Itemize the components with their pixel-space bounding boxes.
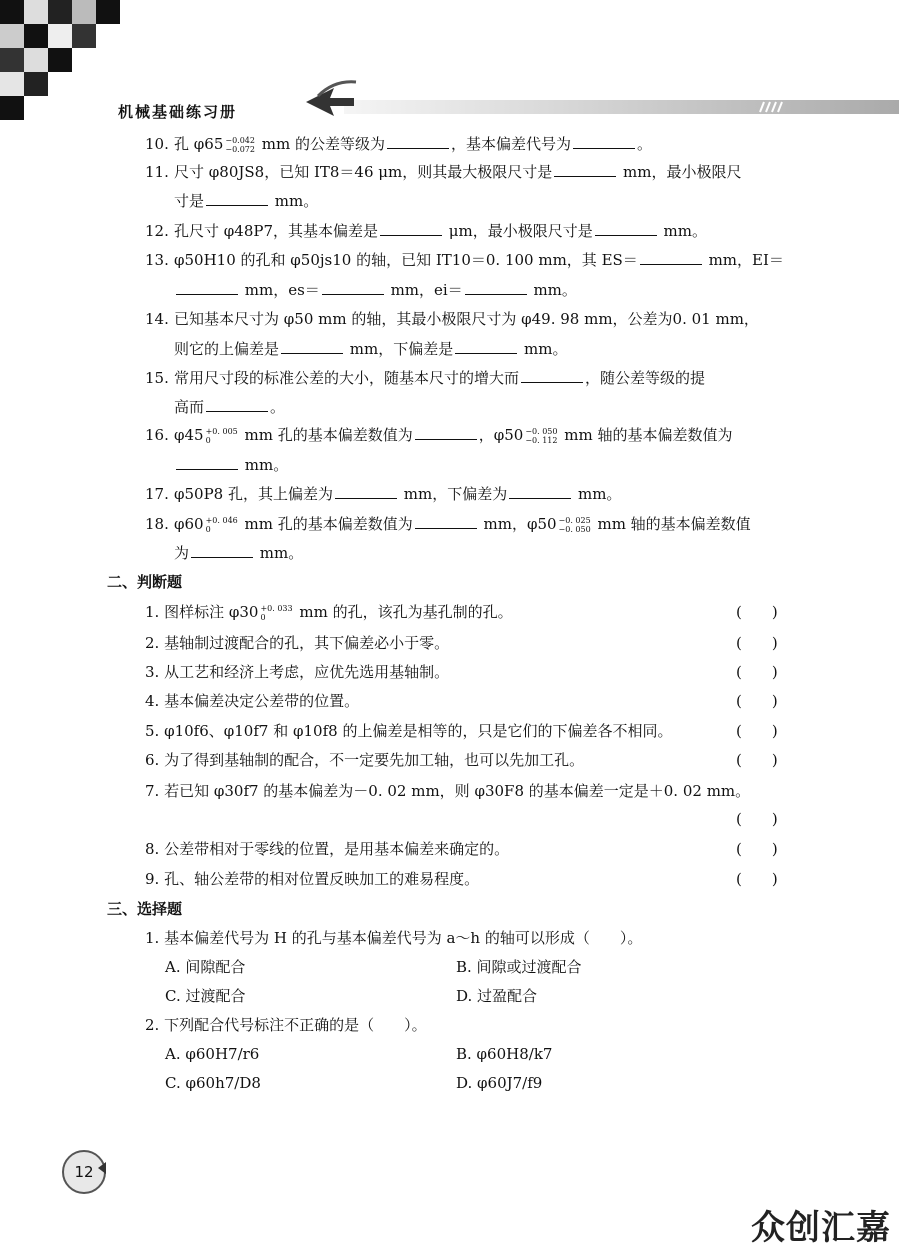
judgement-item <box>145 749 584 771</box>
answer-blank[interactable] <box>206 190 268 206</box>
answer-blank[interactable] <box>415 424 477 440</box>
choice-option[interactable]: D. 过盈配合 <box>456 987 538 1005</box>
tolerance-value: +0. 046 0 <box>205 516 238 534</box>
question-number: 18. <box>145 515 169 533</box>
header-checker-decoration <box>0 0 120 118</box>
tolerance-value: −0. 050 −0. 112 <box>525 427 558 445</box>
answer-parentheses[interactable]: ( ) <box>736 692 778 710</box>
page-arrow-icon <box>98 1162 106 1174</box>
choice-question-stem: 2. 下列配合代号标注不正确的是（ ）。 <box>145 1016 427 1034</box>
answer-blank[interactable] <box>640 249 702 265</box>
text-fragment: mm。 <box>519 340 568 358</box>
judgement-text: 4. 基本偏差决定公差带的位置。 <box>145 692 360 710</box>
text-fragment: mm。 <box>240 456 289 474</box>
answer-parentheses[interactable]: ( ) <box>736 751 778 769</box>
question-text <box>174 483 621 505</box>
text-fragment: mm。 <box>573 485 622 503</box>
judgement-item <box>145 661 449 683</box>
text-fragment: mm，EI＝ <box>703 251 784 269</box>
judgement-item <box>145 601 513 623</box>
text-fragment: mm 孔的基本偏差数值为 <box>239 426 413 444</box>
text-fragment: φ50H10 的孔和 φ50js10 的轴，已知 IT10＝0. 100 mm，其 ES＝ <box>174 251 638 269</box>
text-fragment: mm，es＝ <box>240 281 320 299</box>
page-number: 12 <box>62 1150 106 1194</box>
text-fragment: 。 <box>636 135 652 153</box>
text-fragment: mm。 <box>658 222 707 240</box>
text-fragment: mm。 <box>528 281 577 299</box>
text-fragment: mm。 <box>255 544 304 562</box>
judgement-text: 8. 公差带相对于零线的位置，是用基本偏差来确定的。 <box>145 840 510 858</box>
judgement-text: 6. 为了得到基轴制的配合，不一定要先加工轴，也可以先加工孔。 <box>145 751 585 769</box>
answer-blank[interactable] <box>335 483 397 499</box>
text-fragment: φ45 <box>174 426 204 444</box>
header-banner-decoration <box>304 78 899 128</box>
answer-blank[interactable] <box>387 133 449 149</box>
answer-parentheses[interactable]: ( ) <box>736 634 778 652</box>
judgement-text: 2. 基轴制过渡配合的孔，其下偏差必小于零。 <box>145 634 450 652</box>
text-fragment: 孔尺寸 φ48P7，其基本偏差是 <box>174 222 378 240</box>
judgement-item <box>145 868 479 890</box>
text-fragment: mm，ei＝ <box>385 281 463 299</box>
choice-option[interactable]: B. φ60H8/k7 <box>456 1045 553 1063</box>
text-fragment: mm，下偏差是 <box>345 340 454 358</box>
judgement-text: 1. 图样标注 φ30 <box>145 603 259 621</box>
question-number: 11. <box>145 163 169 181</box>
question-number: 17. <box>145 485 169 503</box>
text-fragment: 已知基本尺寸为 φ50 mm 的轴，其最小极限尺寸为 φ49. 98 mm，公差为0. 01 mm， <box>174 310 759 328</box>
answer-blank[interactable] <box>380 220 442 236</box>
answer-blank[interactable] <box>521 367 583 383</box>
question-text <box>174 279 577 301</box>
question-text <box>174 513 751 535</box>
judgement-item <box>145 690 359 712</box>
choice-option[interactable]: A. 间隙配合 <box>165 958 246 976</box>
answer-parentheses[interactable]: ( ) <box>736 840 778 858</box>
question-text <box>174 454 288 476</box>
answer-blank[interactable] <box>415 513 477 529</box>
answer-blank[interactable] <box>176 279 238 295</box>
answer-parentheses[interactable]: ( ) <box>736 870 778 888</box>
answer-blank[interactable] <box>465 279 527 295</box>
text-fragment: 尺寸 φ80JS8，已知 IT8＝46 μm，则其最大极限尺寸是 <box>174 163 553 181</box>
question-text <box>174 190 318 212</box>
choice-option[interactable]: A. φ60H7/r6 <box>165 1045 260 1063</box>
book-title: 机械基础练习册 <box>118 103 238 121</box>
question-number: 14. <box>145 310 169 328</box>
judgement-text: 7. 若已知 φ30f7 的基本偏差为－0. 02 mm，则 φ30F8 的基本偏差一定是＋0. 02 mm。 <box>145 782 751 800</box>
tolerance-value: +0. 033 0 <box>260 604 293 622</box>
answer-blank[interactable] <box>322 279 384 295</box>
question-text <box>174 308 759 330</box>
question-number: 10. <box>145 135 169 153</box>
choice-option[interactable]: D. φ60J7/f9 <box>456 1074 543 1092</box>
question-number: 13. <box>145 251 169 269</box>
section-title-choice: 三、选择题 <box>107 900 183 918</box>
judgement-text: mm 的孔，该孔为基孔制的孔。 <box>294 603 513 621</box>
answer-parentheses[interactable]: ( ) <box>736 810 778 828</box>
judgement-item <box>145 720 672 742</box>
answer-blank[interactable] <box>509 483 571 499</box>
question-text <box>174 133 652 155</box>
judgement-item <box>145 838 509 860</box>
text-fragment: mm。 <box>270 192 319 210</box>
text-fragment: mm 轴的基本偏差数值为 <box>559 426 733 444</box>
judgement-text: 3. 从工艺和经济上考虑，应优先选用基轴制。 <box>145 663 450 681</box>
text-fragment: mm，φ50 <box>478 515 557 533</box>
judgement-item <box>145 632 449 654</box>
text-fragment: 为 <box>174 544 190 562</box>
answer-parentheses[interactable]: ( ) <box>736 663 778 681</box>
judgement-item <box>145 780 750 802</box>
text-fragment: 。 <box>270 398 286 416</box>
text-fragment: μm，最小极限尺寸是 <box>444 222 593 240</box>
choice-option[interactable]: C. 过渡配合 <box>165 987 246 1005</box>
text-fragment: 高而 <box>174 398 205 416</box>
question-text <box>174 249 784 271</box>
text-fragment: ，基本偏差代号为 <box>450 135 571 153</box>
text-fragment: mm 孔的基本偏差数值为 <box>239 515 413 533</box>
answer-blank[interactable] <box>573 133 635 149</box>
question-text <box>174 220 707 242</box>
text-fragment: mm，下偏差为 <box>399 485 508 503</box>
question-text <box>174 161 741 183</box>
choice-option[interactable]: B. 间隙或过渡配合 <box>456 958 582 976</box>
answer-parentheses[interactable]: ( ) <box>736 603 778 621</box>
answer-blank[interactable] <box>595 220 657 236</box>
question-text <box>174 338 567 360</box>
text-fragment: mm，最小极限尺 <box>618 163 742 181</box>
question-text <box>174 367 705 389</box>
text-fragment: mm 的公差等级为 <box>256 135 385 153</box>
text-fragment: ，φ50 <box>478 426 524 444</box>
question-number: 16. <box>145 426 169 444</box>
section-title-judgement: 二、判断题 <box>107 573 183 591</box>
judgement-text: 9. 孔、轴公差带的相对位置反映加工的难易程度。 <box>145 870 480 888</box>
choice-option[interactable]: C. φ60h7/D8 <box>165 1074 261 1092</box>
tolerance-value: −0.042 −0.072 <box>225 136 255 154</box>
text-fragment: ，随公差等级的提 <box>585 369 706 387</box>
text-fragment: φ60 <box>174 515 204 533</box>
text-fragment: 孔 φ65 <box>174 135 224 153</box>
text-fragment: 寸是 <box>174 192 205 210</box>
text-fragment: mm 轴的基本偏差数值 <box>592 515 751 533</box>
text-fragment: 常用尺寸段的标准公差的大小，随基本尺寸的增大而 <box>174 369 520 387</box>
judgement-text: 5. φ10f6、φ10f7 和 φ10f8 的上偏差是相等的，只是它们的下偏差各不相同。 <box>145 722 673 740</box>
choice-question-stem: 1. 基本偏差代号为 H 的孔与基本偏差代号为 a～h 的轴可以形成（ ）。 <box>145 929 643 947</box>
text-fragment: φ50P8 孔，其上偏差为 <box>174 485 333 503</box>
question-number: 12. <box>145 222 169 240</box>
question-text <box>174 542 303 564</box>
tolerance-value: +0. 005 0 <box>205 427 238 445</box>
answer-parentheses[interactable]: ( ) <box>736 722 778 740</box>
answer-blank[interactable] <box>455 338 517 354</box>
answer-blank[interactable] <box>281 338 343 354</box>
question-text <box>174 396 285 418</box>
tolerance-value: −0. 025 −0. 050 <box>558 516 591 534</box>
answer-blank[interactable] <box>176 454 238 470</box>
answer-blank[interactable] <box>554 161 616 177</box>
text-fragment: 则它的上偏差是 <box>174 340 280 358</box>
watermark: 众创汇嘉 <box>751 1208 891 1248</box>
question-text <box>174 424 732 446</box>
answer-blank[interactable] <box>191 542 253 558</box>
question-number: 15. <box>145 369 169 387</box>
answer-blank[interactable] <box>206 396 268 412</box>
